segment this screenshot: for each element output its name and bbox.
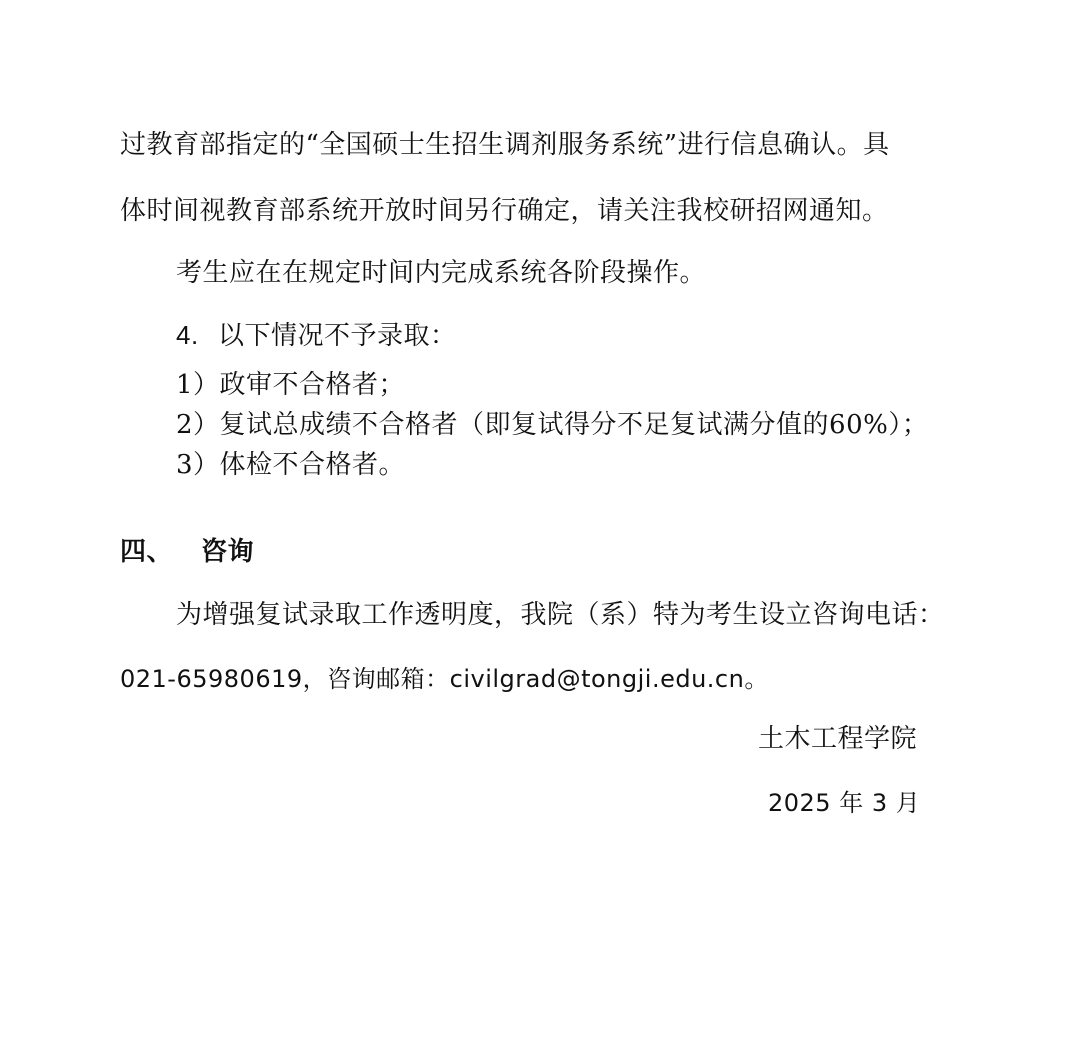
contact-line: 021-65980619，咨询邮箱：civilgrad@tongji.edu.cn。 bbox=[120, 665, 769, 693]
paragraph-line: 体时间视教育部系统开放时间另行确定，请关注我校研招网通知。 bbox=[120, 196, 889, 226]
signature-organization: 土木工程学院 bbox=[758, 724, 918, 754]
exclusion-item: 3）体检不合格者。 bbox=[176, 450, 406, 480]
section-heading bbox=[120, 535, 254, 569]
list-item-number: 4. bbox=[176, 320, 199, 350]
paragraph: 考生应在在规定时间内完成系统各阶段操作。 bbox=[176, 258, 707, 288]
exclusion-item: 2）复试总成绩不合格者（即复试得分不足复试满分值的60%）； bbox=[176, 410, 929, 440]
exclusion-item: 1）政审不合格者； bbox=[176, 370, 406, 400]
paragraph-line: 为增强复试录取工作透明度，我院（系）特为考生设立咨询电话： bbox=[176, 600, 945, 630]
list-item-4 bbox=[176, 318, 457, 353]
section-title: 咨询 bbox=[201, 537, 255, 567]
list-item-text: 以下情况不予录取： bbox=[218, 321, 457, 351]
signature-date: 2025 年 3 月 bbox=[768, 789, 921, 817]
paragraph-line: 过教育部指定的“全国硕士生招生调剂服务系统”进行信息确认。具 bbox=[120, 130, 890, 160]
section-number: 四、 bbox=[120, 537, 174, 567]
